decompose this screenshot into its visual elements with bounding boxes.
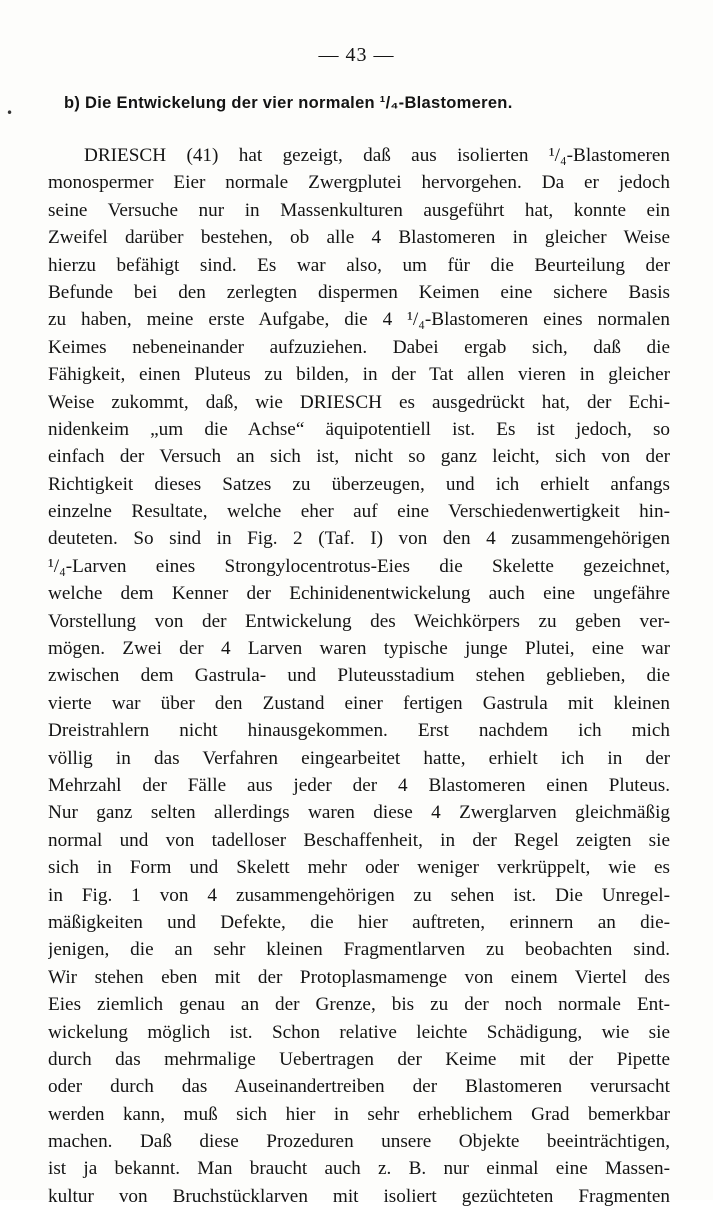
- text-line: normal und von tadelloser Beschaffenheit, in der Regel zeigten sie: [48, 829, 670, 851]
- text-line: monospermer Eier normale Zwergplutei hervorgehen. Da er jedoch: [48, 172, 670, 194]
- text-line: durch das mehrmalige Uebertragen der Keime mit der Pipette: [48, 1048, 670, 1070]
- text-line: Nur ganz selten allerdings waren diese 4 Zwerglarven gleichmäßig: [48, 802, 670, 824]
- text-line: nidenkeim „um die Achse“ äquipotentiell ist. Es ist jedoch, so: [48, 418, 670, 440]
- text-line: vierte war über den Zustand einer fertigen Gastrula mit kleinen: [48, 692, 670, 714]
- text-line: Vorstellung von der Entwickelung des Weichkörpers zu geben ver-: [48, 610, 670, 632]
- body-paragraph: [48, 142, 670, 1210]
- text-line: kultur von Bruchstücklarven mit isoliert gezüchteten Fragmenten: [48, 1185, 670, 1207]
- text-line: Eies ziemlich genau an der Grenze, bis zu der noch normale Ent-: [48, 994, 670, 1016]
- text-line: DRIESCH (41) hat gezeigt, daß aus isolierten ¹/₄-Blastomeren: [84, 145, 670, 166]
- text-line: ¹/₄-Larven eines Strongylocentrotus-Eies die Skelette gezeichnet,: [48, 555, 670, 577]
- text-line: in Fig. 1 von 4 zusammengehörigen zu sehen ist. Die Unregel-: [48, 884, 670, 906]
- text-line: einzelne Resultate, welche eher auf eine Verschiedenwertigkeit hin-: [48, 501, 670, 523]
- text-line: Zweifel darüber bestehen, ob alle 4 Blastomeren in gleicher Weise: [48, 227, 670, 249]
- text-line: werden kann, muß sich hier in sehr erheblichem Grad bemerkbar: [48, 1103, 670, 1125]
- page-number: — 43 —: [318, 44, 395, 66]
- text-line: völlig in das Verfahren eingearbeitet hatte, erhielt ich in der: [48, 747, 670, 769]
- text-line: Fähigkeit, einen Pluteus zu bilden, in der Tat allen vieren in gleicher: [48, 364, 670, 386]
- text-line: Weise zukommt, daß, wie DRIESCH es ausgedrückt hat, der Echi-: [48, 391, 670, 413]
- text-line: Befunde bei den zerlegten dispermen Keimen eine sichere Basis: [48, 281, 670, 303]
- text-line: zwischen dem Gastrula- und Pluteusstadium stehen geblieben, die: [48, 665, 670, 687]
- text-line: einfach der Versuch an sich ist, nicht so ganz leicht, sich von der: [48, 446, 670, 468]
- section-heading: b) Die Entwickelung der vier normalen ¹/₄-Blastomeren.: [64, 94, 513, 112]
- text-line: oder durch das Auseinandertreiben der Blastomeren verursacht: [48, 1076, 670, 1098]
- text-line: sich in Form und Skelett mehr oder weniger verkrüppelt, wie es: [48, 857, 670, 879]
- text-line: deuteten. So sind in Fig. 2 (Taf. I) von den 4 zusammengehörigen: [48, 528, 670, 550]
- text-line: seine Versuche nur in Massenkulturen ausgeführt hat, konnte ein: [48, 199, 670, 221]
- text-line: ist ja bekannt. Man braucht auch z. B. nur einmal eine Massen-: [48, 1158, 670, 1180]
- text-line: hierzu befähigt sind. Es war also, um für die Beurteilung der: [48, 254, 670, 276]
- text-line: zu haben, meine erste Aufgabe, die 4 ¹/₄-Blastomeren eines normalen: [48, 309, 670, 331]
- text-line: wickelung möglich ist. Schon relative leichte Schädigung, wie sie: [48, 1021, 670, 1043]
- text-line: Wir stehen eben mit der Protoplasmamenge von einem Viertel des: [48, 966, 670, 988]
- text-line: mögen. Zwei der 4 Larven waren typische junge Plutei, eine war: [48, 638, 670, 660]
- text-line: Richtigkeit dieses Satzes zu überzeugen, und ich erhielt anfangs: [48, 473, 670, 495]
- text-line: welche dem Kenner der Echinidenentwickelung auch eine ungefähre: [48, 583, 670, 605]
- text-line: machen. Daß diese Prozeduren unsere Objekte beeinträchtigen,: [48, 1131, 670, 1153]
- margin-mark: •: [6, 106, 14, 120]
- text-line: Mehrzahl der Fälle aus jeder der 4 Blastomeren einen Pluteus.: [48, 774, 670, 796]
- text-line: Dreistrahlern nicht hinausgekommen. Erst nachdem ich mich: [48, 720, 670, 742]
- text-line: Keimes nebeneinander aufzuziehen. Dabei ergab sich, daß die: [48, 336, 670, 358]
- text-line: jenigen, die an sehr kleinen Fragmentlarven zu beobachten sind.: [48, 939, 670, 961]
- text-line: mäßigkeiten und Defekte, die hier auftreten, erinnern an die-: [48, 911, 670, 933]
